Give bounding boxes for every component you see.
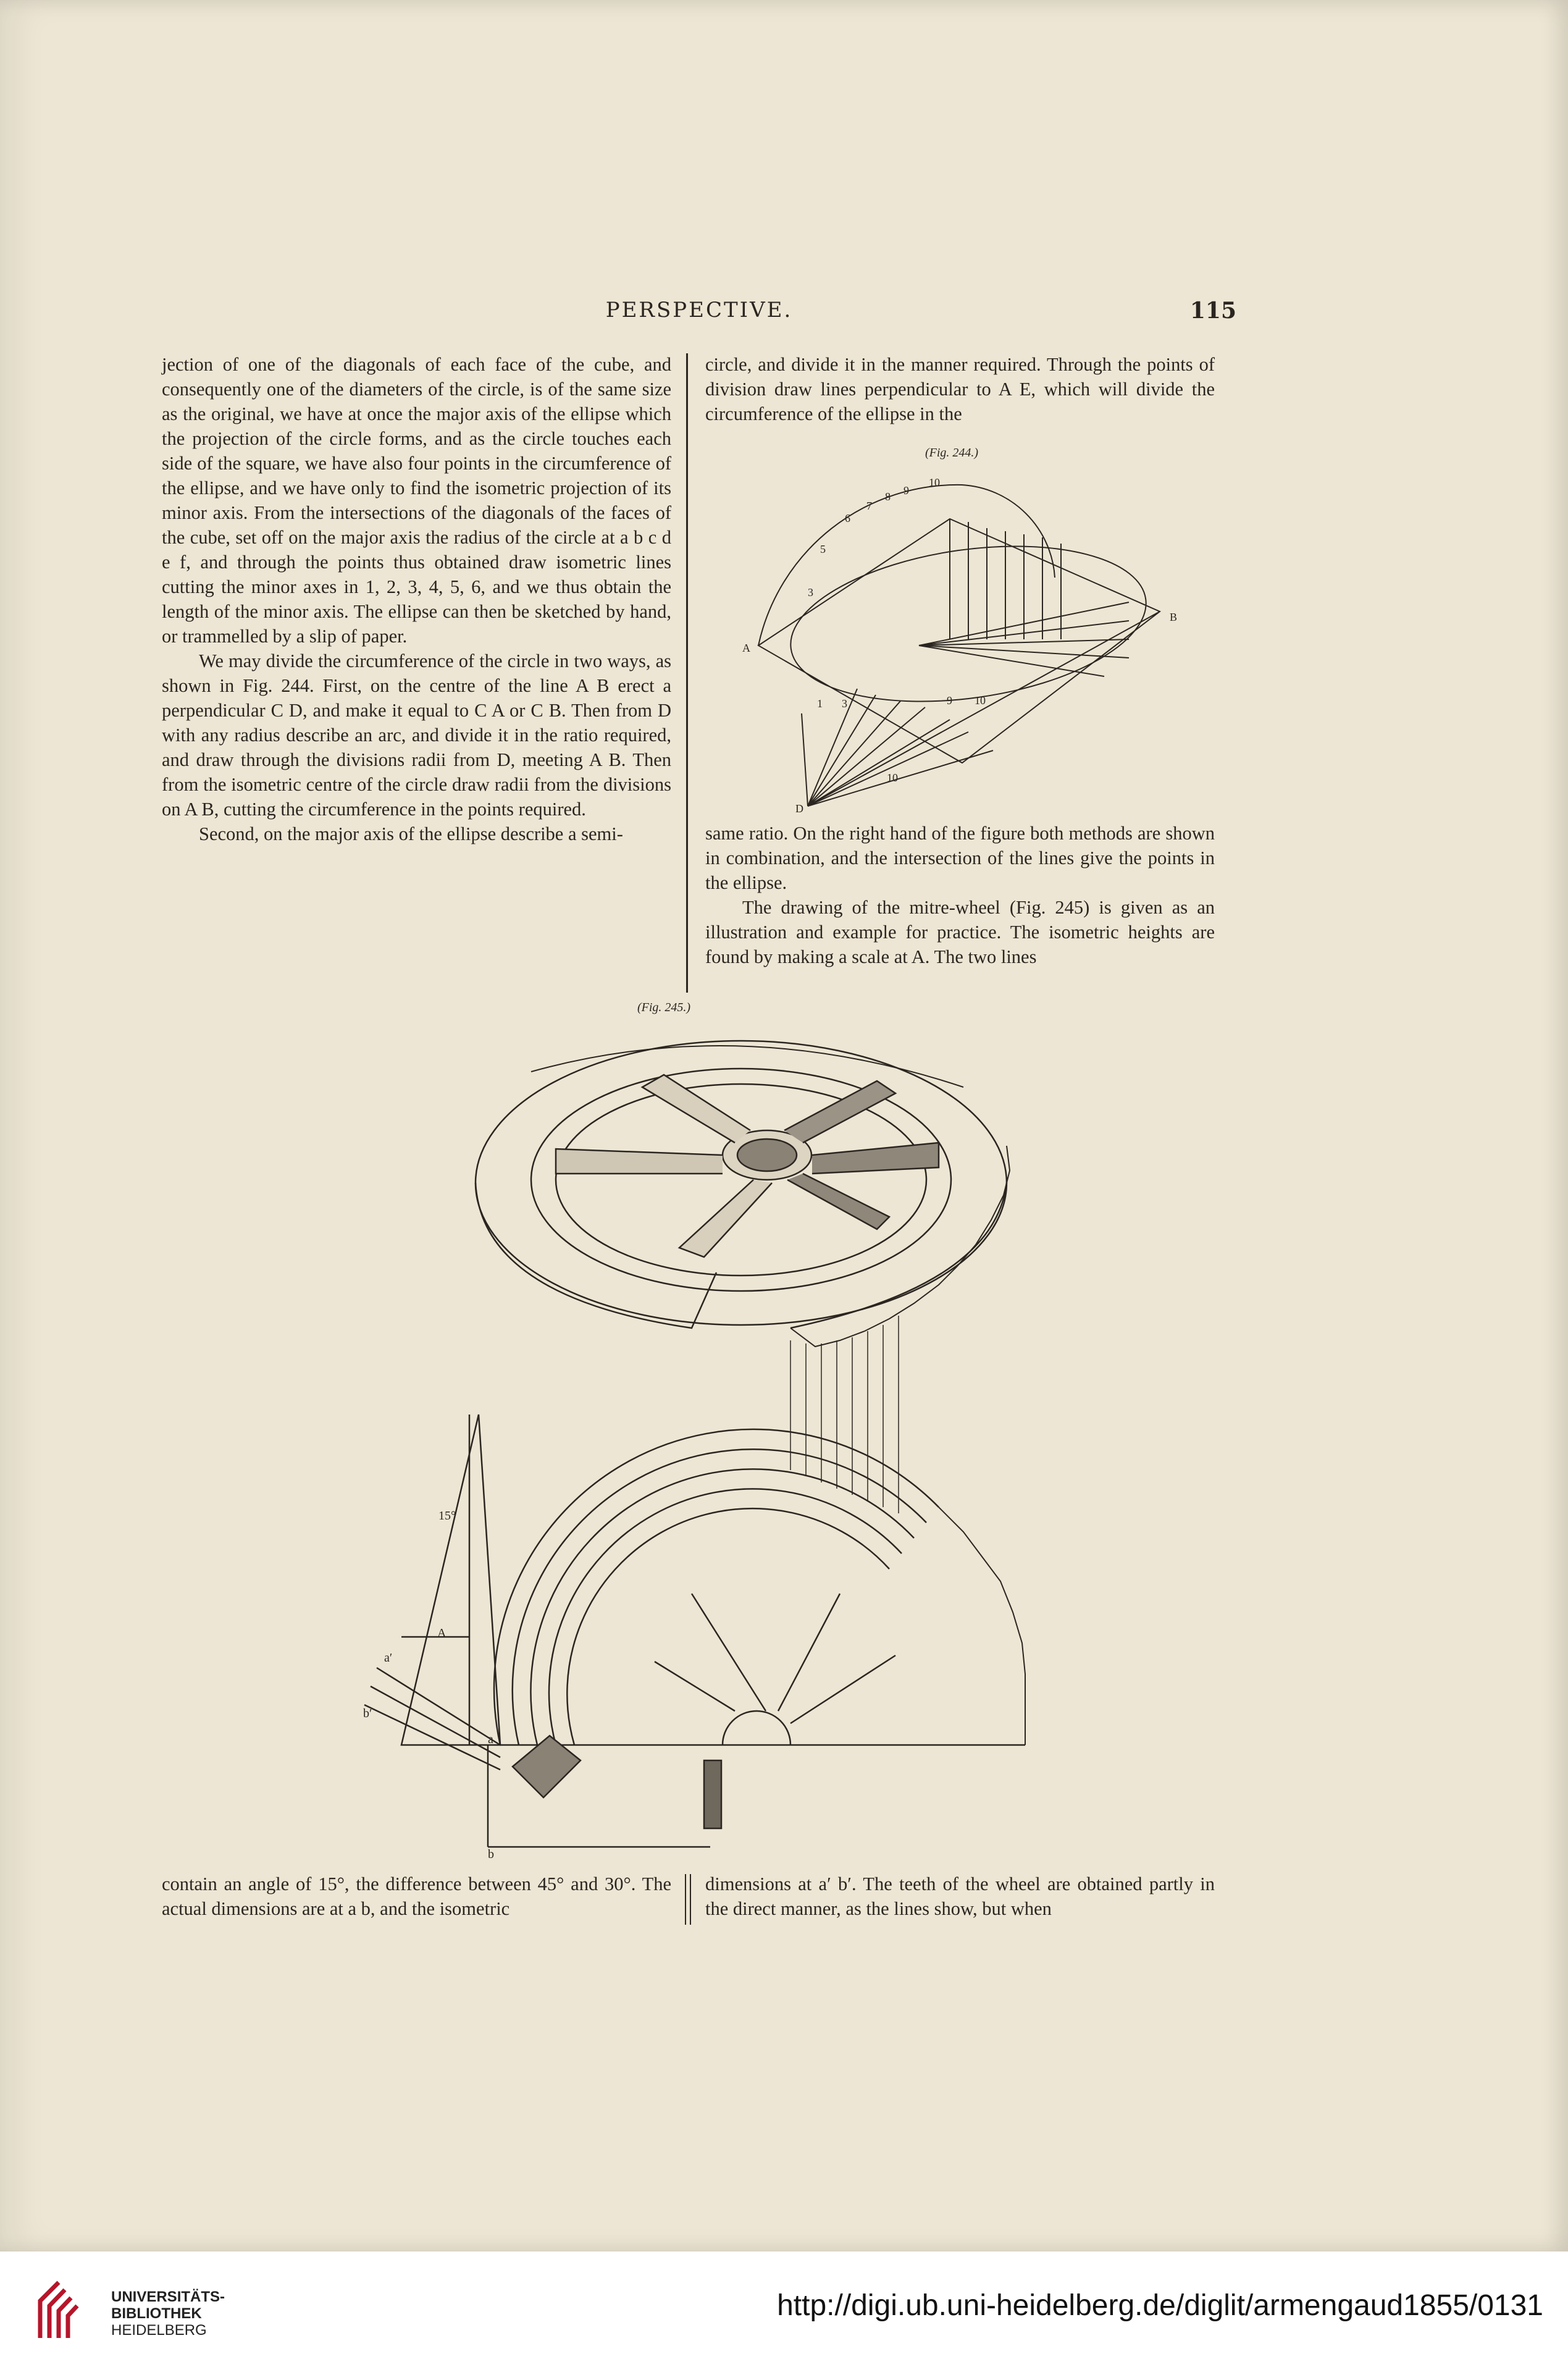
arc-number: 9 xyxy=(903,484,909,497)
left-column-top xyxy=(162,352,671,846)
lower-spoke xyxy=(790,1655,895,1723)
label-a-prime: a′ xyxy=(384,1651,393,1665)
arc-number: 5 xyxy=(820,543,826,555)
spoke xyxy=(679,1180,772,1257)
label-a: a xyxy=(488,1733,493,1746)
library-logo-icon xyxy=(34,2276,96,2344)
paragraph: The drawing of the mitre-wheel (Fig. 245) is given as an illustration and example for practice. The isometric heights are found by making a scale at A. The two lines xyxy=(705,897,1215,967)
arc-number: 8 xyxy=(885,490,891,503)
spoke xyxy=(642,1075,750,1143)
label-A: A xyxy=(742,642,750,654)
axis-number: 9 xyxy=(947,694,952,707)
label-B: B xyxy=(1170,611,1178,623)
lower-spoke xyxy=(778,1594,840,1711)
arc-number: 6 xyxy=(845,512,850,524)
lower-wheel-outer xyxy=(494,1429,939,1745)
semicircle xyxy=(758,485,962,645)
axis-number: 10 xyxy=(887,771,898,784)
angle-label: 15° xyxy=(438,1509,456,1523)
figure-245-caption: (Fig. 245.) xyxy=(637,1001,691,1014)
column-rule xyxy=(686,353,688,993)
right-column-bottom xyxy=(705,1872,1215,1921)
semicircle-right xyxy=(962,485,1055,578)
paragraph: We may divide the circumference of the circle in two ways, as shown in Fig. 244. First, on the centre of the line A B erect a perpendicular C D, and make it equal to C A or C B. Then from D with any radius describe an arc, and divide it in the ratio required, and draw through the divisions radii from D, meeting A B. Then from the isometric centre of the circle draw radii from the divisions on A B, cutting the circumference in the points required. xyxy=(162,650,671,820)
label-b: b xyxy=(488,1848,494,1859)
paragraph: contain an angle of 15°, the difference between 45° and 30°. The actual dimensions are at a b, and the isometric xyxy=(162,1873,671,1919)
lower-spoke xyxy=(692,1594,766,1711)
label-b-prime: b′ xyxy=(363,1707,372,1720)
arc-number: 10 xyxy=(929,476,940,489)
figure-244-ellipse-diagram xyxy=(734,460,1191,812)
left-column-bottom xyxy=(162,1872,671,1921)
page-number: 115 xyxy=(1189,298,1236,324)
source-url-link[interactable]: http://digi.ub.uni-heidelberg.de/diglit/armengaud1855/0131 xyxy=(777,2289,1543,2322)
spoke xyxy=(784,1081,895,1143)
paragraph: jection of one of the diagonals of each face of the cube, and consequently one of the diameters of the circle, is of the same size as the original, we have at once the major axis of the ellipse which the projection of the circle forms, and as the circle touches each side of the square, we have also four points in the circumference of the ellipse, and we have only to find the isometric projection of its minor axis. From the intersections of the diagonals of the faces of the cube, set off on the major axis the radius of the circle at a b c d e f, and through the points thus obtained draw isometric lines cutting the minor axes in 1, 2, 3, 4, 5, 6, and we thus obtain the length of the minor axis. The ellipse can then be sketched by hand, or trammelled by a slip of paper. xyxy=(162,354,671,647)
hub-inner xyxy=(737,1139,797,1171)
axis-line xyxy=(808,612,1160,806)
paragraph: circle, and divide it in the manner required. Through the points of division draw lines perpendicular to A E, which will divide the circumference of the ellipse in the xyxy=(705,354,1215,424)
column-rule xyxy=(685,1874,686,1925)
library-name-line: BIBLIOTHEK xyxy=(111,2305,202,2322)
page-header xyxy=(162,298,1236,329)
lower-wheel-teeth xyxy=(939,1507,1025,1745)
paragraph: dimensions at a′ b′. The teeth of the wheel are obtained partly in the direct manner, as the lines show, but when xyxy=(705,1873,1215,1919)
lower-hub xyxy=(723,1711,790,1745)
arc-number: 7 xyxy=(866,500,872,512)
label-D: D xyxy=(795,802,803,812)
axis-number: 10 xyxy=(975,694,986,707)
spoke xyxy=(787,1174,889,1229)
scale-triangle xyxy=(401,1415,500,1745)
spoke xyxy=(812,1143,939,1174)
axis-number: 3 xyxy=(842,697,847,710)
figure-245-mitre-wheel xyxy=(346,1019,1062,1859)
axis-number: 1 xyxy=(817,697,823,710)
right-column-middle xyxy=(705,821,1215,969)
lower-spoke xyxy=(655,1662,735,1711)
scale-label: A xyxy=(437,1626,447,1640)
footer-bar xyxy=(0,2251,1568,2367)
right-column-top xyxy=(705,352,1215,426)
arc-number: 3 xyxy=(808,586,813,599)
paragraph: same ratio. On the right hand of the figure both methods are shown in combination, and the intersection of the lines give the points in the ellipse. xyxy=(705,823,1215,893)
running-head: PERSPECTIVE. xyxy=(605,298,793,322)
lower-rim-section xyxy=(704,1760,721,1828)
library-name-line: HEIDELBERG xyxy=(111,2322,207,2339)
library-name-line: UNIVERSITÄTS- xyxy=(111,2289,225,2305)
spoke xyxy=(556,1149,723,1174)
projection-lines xyxy=(790,1316,899,1513)
library-name xyxy=(111,2289,225,2339)
column-rule xyxy=(690,1874,691,1925)
wheel-teeth xyxy=(531,1046,1010,1347)
figure-244-caption: (Fig. 244.) xyxy=(925,446,979,460)
wheel-rim-inner xyxy=(531,1069,951,1291)
paragraph: Second, on the major axis of the ellipse describe a semi- xyxy=(199,823,623,844)
